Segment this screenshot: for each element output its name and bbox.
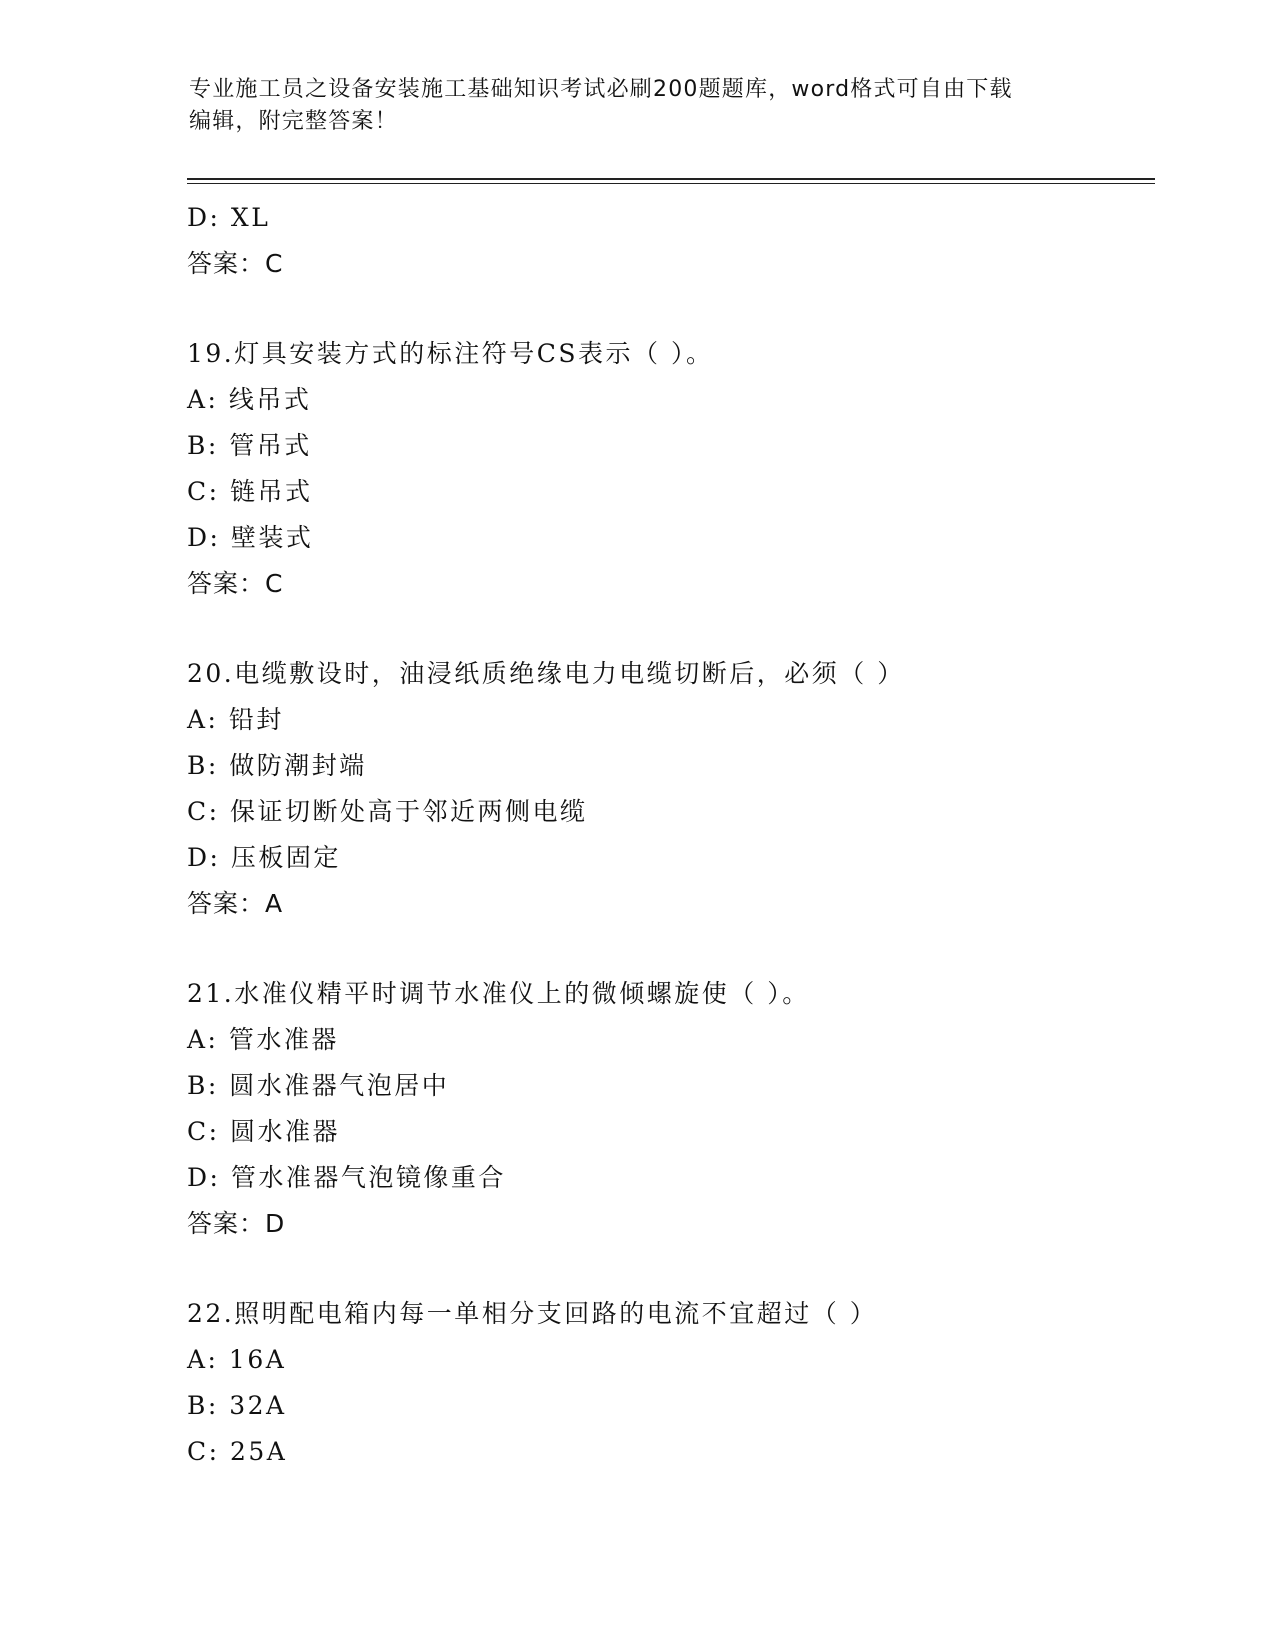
question-21 xyxy=(187,971,1155,1247)
answer-line: 答案：C xyxy=(187,249,284,278)
question-18-tail xyxy=(187,195,1155,287)
option-c: C: 25A xyxy=(187,1437,288,1466)
question-22 xyxy=(187,1291,1155,1475)
option-c: C: 保证切断处高于邻近两侧电缆 xyxy=(187,797,588,826)
question-20 xyxy=(187,651,1155,927)
answer-line: 答案：A xyxy=(187,889,284,918)
option-d: D: 管水准器气泡镜像重合 xyxy=(187,1163,506,1192)
spacer xyxy=(187,927,1155,971)
option-b: B: 32A xyxy=(187,1391,287,1420)
option-a: A: 线吊式 xyxy=(187,385,312,414)
question-stem: 20.电缆敷设时，油浸纸质绝缘电力电缆切断后，必须（ ） xyxy=(187,659,905,688)
option-b: B: 管吊式 xyxy=(187,431,312,460)
spacer xyxy=(187,287,1155,331)
option-c: C: 链吊式 xyxy=(187,477,313,506)
header-title-line-2: 编辑，附完整答案！ xyxy=(189,109,398,134)
question-stem: 19.灯具安装方式的标注符号CS表示（ ）。 xyxy=(187,339,714,368)
answer-line: 答案：D xyxy=(187,1209,286,1238)
option-b: B: 圆水准器气泡居中 xyxy=(187,1071,450,1100)
option-b: B: 做防潮封端 xyxy=(187,751,367,780)
option-d: D: 压板固定 xyxy=(187,843,341,872)
option-a: A: 管水准器 xyxy=(187,1025,339,1054)
header-divider-thick xyxy=(187,178,1155,180)
header-divider-thin xyxy=(187,183,1155,184)
spacer xyxy=(187,1247,1155,1291)
header-title-line-1: 专业施工员之设备安装施工基础知识考试必刷200题题库，word格式可自由下载 xyxy=(189,77,1013,102)
answer-line: 答案：C xyxy=(187,569,284,598)
question-stem: 22.照明配电箱内每一单相分支回路的电流不宜超过（ ） xyxy=(187,1299,878,1328)
option-a: A: 16A xyxy=(187,1345,287,1374)
document-header xyxy=(189,74,1089,138)
question-19 xyxy=(187,331,1155,607)
spacer xyxy=(187,607,1155,651)
question-list xyxy=(187,195,1155,1475)
option-a: A: 铅封 xyxy=(187,705,284,734)
question-stem: 21.水准仪精平时调节水准仪上的微倾螺旋使（ ）。 xyxy=(187,979,810,1008)
option-c: C: 圆水准器 xyxy=(187,1117,340,1146)
option-d: D: XL xyxy=(187,203,271,232)
option-d: D: 壁装式 xyxy=(187,523,314,552)
